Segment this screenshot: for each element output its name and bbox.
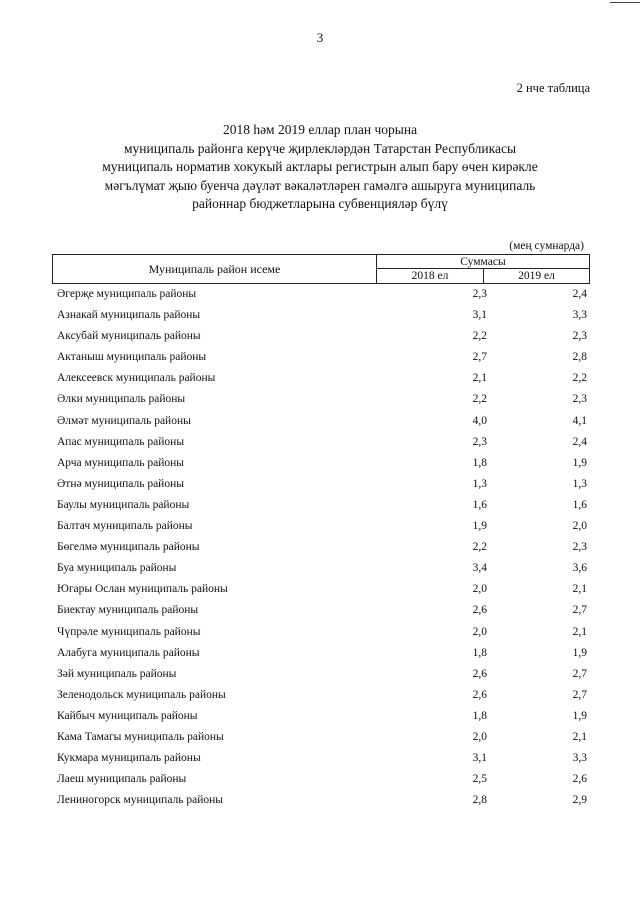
table-row (0, 348, 640, 369)
row-value-2019: 1,6 (572, 498, 587, 511)
row-value-2018: 1,8 (472, 456, 487, 469)
row-value-2018: 2,2 (472, 393, 487, 406)
row-value-2018: 3,4 (472, 562, 487, 575)
row-value-2018: 2,5 (472, 773, 487, 786)
row-municipality-name: Азнакай муниципаль районы (57, 309, 201, 322)
row-municipality-name: Кама Тамагы муниципаль районы (57, 730, 224, 743)
table-row (0, 412, 640, 433)
table-row (0, 601, 640, 622)
row-value-2018: 1,8 (472, 646, 487, 659)
table-header (52, 254, 590, 284)
row-value-2019: 2,3 (572, 393, 587, 406)
row-value-2018: 2,3 (472, 288, 487, 300)
row-value-2018: 2,3 (472, 435, 487, 448)
table-body (0, 285, 640, 812)
row-value-2019: 3,6 (572, 562, 587, 575)
header-2019: 2019 ел (518, 270, 555, 282)
row-value-2019: 2,7 (572, 688, 587, 701)
row-value-2018: 2,2 (472, 330, 487, 343)
corner-mark (610, 2, 640, 3)
header-municipality-name: Муниципаль район исеме (53, 255, 377, 283)
row-value-2019: 2,6 (572, 773, 587, 786)
row-value-2018: 2,0 (472, 730, 487, 743)
row-municipality-name: Әлмәт муниципаль районы (57, 414, 191, 427)
row-municipality-name: Апас муниципаль районы (57, 435, 185, 448)
row-value-2018: 2,6 (472, 604, 487, 617)
table-row (0, 644, 640, 665)
table-row (0, 665, 640, 686)
row-value-2018: 3,1 (472, 752, 487, 765)
row-value-2019: 2,0 (572, 520, 587, 533)
table-row (0, 580, 640, 601)
row-municipality-name: Зәй муниципаль районы (57, 667, 177, 680)
table-row (0, 728, 640, 749)
row-municipality-name: Алексеевск муниципаль районы (57, 372, 216, 385)
row-municipality-name: Кайбыч муниципаль районы (57, 709, 198, 722)
table-label: 2 нче таблица (516, 81, 590, 95)
header-2018: 2018 ел (377, 269, 484, 283)
row-value-2018: 2,8 (472, 794, 487, 807)
row-value-2019: 2,7 (572, 604, 587, 617)
row-value-2019: 2,4 (572, 288, 587, 300)
row-value-2019: 2,1 (572, 730, 587, 743)
row-municipality-name: Алабуга муниципаль районы (57, 646, 200, 659)
table-row (0, 390, 640, 411)
row-value-2019: 2,4 (572, 435, 587, 448)
row-value-2019: 2,2 (572, 372, 587, 385)
title-line: мәгълүмат җыю буенча дәүләт вәкаләтләрен гамәлгә ашыруга муниципаль (104, 177, 536, 193)
row-municipality-name: Биектау муниципаль районы (57, 604, 199, 617)
row-value-2019: 3,3 (572, 752, 587, 765)
row-value-2019: 1,9 (572, 646, 587, 659)
row-municipality-name: Лаеш муниципаль районы (57, 773, 187, 786)
row-municipality-name: Аксубай муниципаль районы (57, 330, 201, 343)
table-row (0, 433, 640, 454)
row-municipality-name: Әгерҗе муниципаль районы (57, 288, 197, 300)
row-value-2018: 2,1 (472, 372, 487, 385)
row-value-2019: 2,1 (572, 625, 587, 638)
table-row (0, 369, 640, 390)
row-value-2019: 3,3 (572, 309, 587, 322)
table-row (0, 791, 640, 812)
row-value-2019: 2,1 (572, 583, 587, 596)
table-row (0, 306, 640, 327)
table-row (0, 559, 640, 580)
row-value-2019: 4,1 (572, 414, 587, 427)
row-municipality-name: Чүпрәле муниципаль районы (57, 625, 201, 638)
table-row (0, 538, 640, 559)
row-value-2019: 1,9 (572, 709, 587, 722)
row-value-2019: 2,8 (572, 351, 587, 364)
row-value-2018: 1,6 (472, 498, 487, 511)
row-value-2019: 2,7 (572, 667, 587, 680)
row-value-2019: 1,3 (572, 477, 587, 490)
row-municipality-name: Баулы муниципаль районы (57, 498, 190, 511)
table-row (0, 454, 640, 475)
row-municipality-name: Югары Ослан муниципаль районы (57, 583, 228, 596)
title-line: муниципаль районга керүче җирлекләрдән Татарстан Республикасы (123, 140, 517, 156)
row-value-2018: 2,7 (472, 351, 487, 364)
row-municipality-name: Әтнә муниципаль районы (57, 477, 184, 490)
row-value-2018: 2,6 (472, 667, 487, 680)
title-line: 2018 һәм 2019 еллар план чорына (222, 122, 418, 137)
row-value-2018: 3,1 (472, 309, 487, 322)
units-note: (мең сумнарда) (509, 240, 584, 252)
row-municipality-name: Әлки муниципаль районы (57, 393, 186, 406)
table-row (0, 517, 640, 538)
table-row (0, 285, 640, 306)
row-value-2019: 2,3 (572, 330, 587, 343)
table-row (0, 496, 640, 517)
row-municipality-name: Лениногорск муниципаль районы (57, 794, 224, 807)
row-value-2018: 1,9 (472, 520, 487, 533)
row-value-2018: 1,8 (472, 709, 487, 722)
table-row (0, 623, 640, 644)
row-municipality-name: Арча муниципаль районы (57, 456, 185, 469)
row-value-2018: 2,6 (472, 688, 487, 701)
table-row (0, 686, 640, 707)
title-line: муниципаль норматив хокукый актлары регистрын алып бару өчен кирәкле (102, 159, 538, 174)
title-line: районнар бюджетларына субвенцияләр бүлү (192, 196, 448, 211)
row-municipality-name: Буа муниципаль районы (57, 562, 177, 575)
table-row (0, 749, 640, 770)
row-municipality-name: Актаныш муниципаль районы (57, 351, 207, 364)
row-municipality-name: Бөгелмә муниципаль районы (57, 541, 200, 554)
row-municipality-name: Кукмара муниципаль районы (57, 752, 201, 765)
table-row (0, 475, 640, 496)
row-value-2019: 1,9 (572, 456, 587, 469)
table-row (0, 770, 640, 791)
table-row (0, 327, 640, 348)
row-value-2018: 2,0 (472, 583, 487, 596)
document-title (60, 121, 580, 214)
row-municipality-name: Балтач муниципаль районы (57, 520, 193, 533)
row-value-2019: 2,9 (572, 794, 587, 807)
row-value-2019: 2,3 (572, 541, 587, 554)
row-municipality-name: Зеленодольск муниципаль районы (57, 688, 226, 701)
table-row (0, 707, 640, 728)
header-sum: Суммасы (377, 255, 589, 269)
page-number: 3 (316, 30, 324, 45)
row-value-2018: 4,0 (472, 414, 487, 427)
row-value-2018: 2,0 (472, 625, 487, 638)
row-value-2018: 2,2 (472, 541, 487, 554)
row-value-2018: 1,3 (472, 477, 487, 490)
